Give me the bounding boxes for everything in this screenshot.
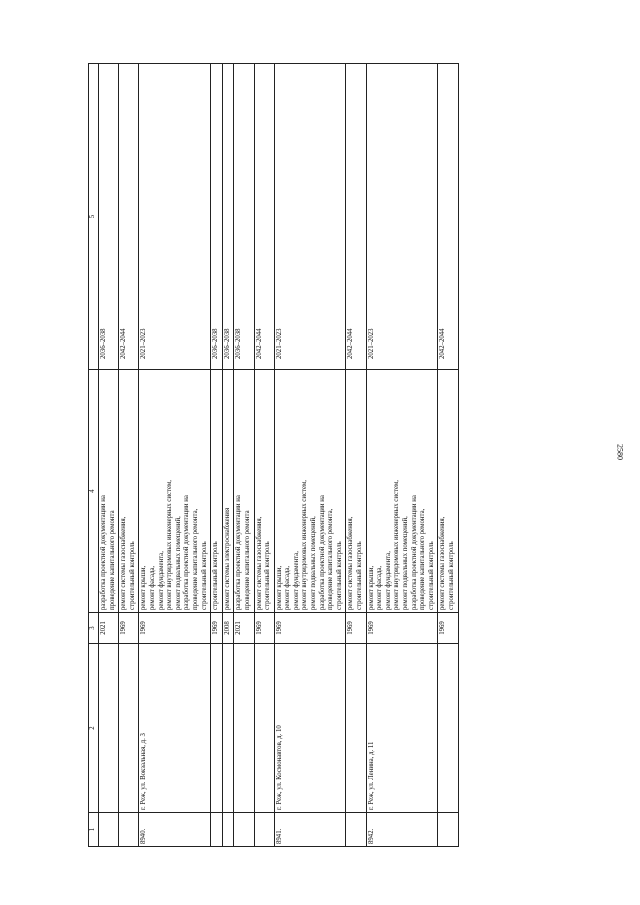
table-row: [119, 64, 139, 847]
table-row: [99, 64, 119, 847]
address-cell: [254, 644, 274, 813]
address-cell: [119, 644, 139, 813]
year-cell: 1969: [119, 613, 139, 644]
work-type-cell: ремонт системы газоснабжения, строительный контроль: [346, 370, 366, 613]
row-number-cell: [99, 813, 119, 847]
row-number-cell: [254, 813, 274, 847]
period-cell: 2036–2038: [211, 64, 223, 370]
year-cell: 1969: [254, 613, 274, 644]
address-cell: г. Реж, ул. Ленина, д. 11: [366, 644, 438, 813]
period-cell: 2042–2044: [119, 64, 139, 370]
header-row: [89, 64, 99, 847]
year-cell: 1969: [346, 613, 366, 644]
row-number-cell: [211, 813, 223, 847]
table-row: [211, 64, 223, 847]
row-number-cell: [234, 813, 254, 847]
header-col-3: 3: [89, 613, 99, 644]
address-cell: [346, 644, 366, 813]
work-type-cell: разработка проектной документации на проведение капитального ремонта: [99, 370, 119, 613]
table-row: [274, 64, 346, 847]
rotated-table-container: [88, 89, 636, 847]
repair-schedule-table: [88, 63, 459, 847]
table-row: [222, 64, 234, 847]
period-cell: 2036–2038: [99, 64, 119, 370]
address-cell: [234, 644, 254, 813]
row-number-cell: [346, 813, 366, 847]
year-cell: 2021: [234, 613, 254, 644]
year-cell: 1969: [211, 613, 223, 644]
period-cell: 2036–2038: [222, 64, 234, 370]
table-row: [438, 64, 458, 847]
work-type-cell: ремонт системы газоснабжения, строительный контроль: [438, 370, 458, 613]
period-cell: 2042–2044: [438, 64, 458, 370]
period-cell: 2036–2038: [234, 64, 254, 370]
address-cell: г. Реж, ул. Космонавтов, д. 10: [274, 644, 346, 813]
table-row: [366, 64, 438, 847]
period-cell: 2042–2044: [254, 64, 274, 370]
table-row: [254, 64, 274, 847]
work-type-cell: ремонт системы газоснабжения, строительный контроль: [119, 370, 139, 613]
period-cell: 2021–2023: [139, 64, 211, 370]
header-col-1: 1: [89, 813, 99, 847]
address-cell: [222, 644, 234, 813]
row-number-cell: [222, 813, 234, 847]
period-cell: 2021–2023: [274, 64, 346, 370]
period-cell: 2021–2023: [366, 64, 438, 370]
page-number: 2580: [615, 444, 625, 460]
table-row: [139, 64, 211, 847]
address-cell: [211, 644, 223, 813]
work-type-cell: ремонт системы газоснабжения, строительный контроль: [254, 370, 274, 613]
year-cell: 2021: [99, 613, 119, 644]
header-col-5: 5: [89, 64, 99, 370]
address-cell: г. Реж, ул. Вокзальная, д. 3: [139, 644, 211, 813]
work-type-cell: строительный контроль: [211, 370, 223, 613]
period-cell: 2042–2044: [346, 64, 366, 370]
table-body: [89, 64, 459, 847]
header-col-2: 2: [89, 644, 99, 813]
row-number-cell: [119, 813, 139, 847]
row-number-cell: 8940.: [139, 813, 211, 847]
work-type-cell: ремонт крыши, ремонт фасада, ремонт фундамента, ремонт внутридомовых инженерных систем, ремонт подвальных помещений, разработка проектной документации на проведение капитального ремонта, строительный контроль: [139, 370, 211, 613]
work-type-cell: разработка проектной документации на проведение капитального ремонта: [234, 370, 254, 613]
header-col-4: 4: [89, 370, 99, 613]
row-number-cell: 8941.: [274, 813, 346, 847]
row-number-cell: [438, 813, 458, 847]
address-cell: [99, 644, 119, 813]
year-cell: 1969: [139, 613, 211, 644]
year-cell: 2008: [222, 613, 234, 644]
address-cell: [438, 644, 458, 813]
table-row: [234, 64, 254, 847]
table-row: [346, 64, 366, 847]
work-type-cell: ремонт системы электроснабжения: [222, 370, 234, 613]
row-number-cell: 8942.: [366, 813, 438, 847]
year-cell: 1969: [438, 613, 458, 644]
work-type-cell: ремонт крыши, ремонт фасада, ремонт фундамента, ремонт внутридомовых инженерных систем, ремонт подвальных помещений, разработка проектной документации на проведение капитального ремонта, строительный контроль: [366, 370, 438, 613]
work-type-cell: ремонт крыши, ремонт фасада, ремонт фундамента, ремонт внутридомовых инженерных систем, ремонт подвальных помещений, разработка проектной документации на проведение капитального ремонта, строительный контроль: [274, 370, 346, 613]
year-cell: 1969: [366, 613, 438, 644]
year-cell: 1969: [274, 613, 346, 644]
